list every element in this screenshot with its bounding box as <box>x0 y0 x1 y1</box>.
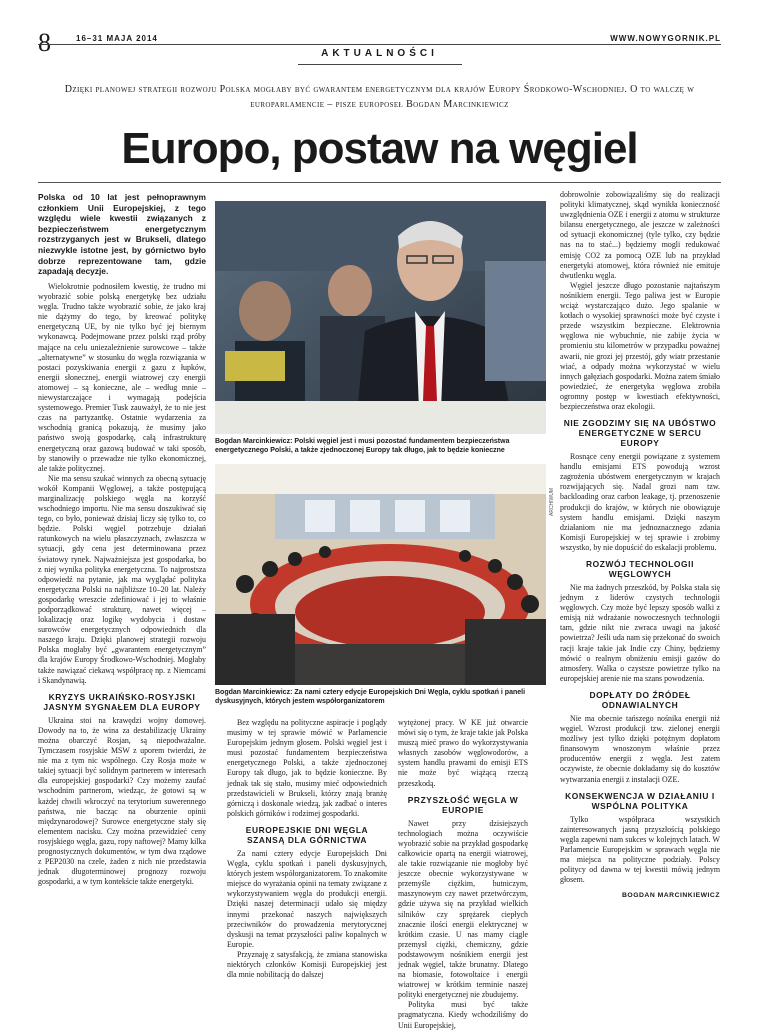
column-2 <box>227 718 387 980</box>
paragraph: Tylko współpraca wszystkich zainteresowanych jasną przyszłością polskiego węgla zapewni nam sukces w kolejnych latach. W Parlamencie Europejskim w sprawach węgla nie ma miejsca na polityczne podziały. Polscy politycy od dawna w tej kwestii mówią jednym głosem. <box>560 814 720 885</box>
paragraph: wytężonej pracy. W KE już otwarcie mówi się o tym, że kraje takie jak Polska muszą mieć prawo do wykorzystywania własnych zasobów węglowodorów, a system handlu prawami do emisji ETS nie może być wiążącą rzeczą przeszkodą. <box>398 718 528 788</box>
paragraph: Nie ma żadnych przeszkód, by Polska stała się jednym z liderów czystych technologii węglowych. Czy może być lepszy sposób walki z emisją niż wdrażanie nowoczesnych technologii tam, gdzie nikt nie zwraca uwagi na jakość powietrza? Jeśli uda nam się przekonać do swoich racji kraje takie jak Indie czy Chiny, będziemy mówić o realnym obniżeniu emisji gazów do atmosfery. Walka o czystsze powietrze tylko na europejskiej arenie nie ma szans powodzenia. <box>560 583 720 683</box>
photo-portrait <box>215 201 546 434</box>
website-link[interactable]: WWW.NOWYGORNIK.PL <box>610 34 721 43</box>
paragraph: Polityka musi być także pragmatyczna. Kiedy wchodziliśmy do Unii Europejskiej, <box>398 1000 528 1030</box>
headline-rule <box>38 182 721 183</box>
paragraph: Nawet przy dzisiejszych technologiach można oczywiście wyobrazić sobie na przykład gospodarkę całkowicie opartą na energii wiatrowej, ale takie rozwiązanie nie mogłoby być jeszcze obecnie wykorzystywane w przemyśle ciężkim, hutniczym, maszynowym czy nawet przetwórczym, gdzie używa się na przykład wielkich silników czy sprężarek ciepłych znacznie ilości energii elektrycznej w krótkim czasie. U nas mamy ciągle przemysł ciężki, chemiczny, gdzie podstawowym nośnikiem energii jest jednak węgiel, także brunatny. Dlatego na biomasie, fotowoltaice i energii wiatrowej w krótkim terminie naszej polityki energetycznej nie zbudujemy. <box>398 818 528 1000</box>
article-intro: Polska od 10 lat jest pełnoprawnym członkiem Unii Europejskiej, z tego względu wiele kwestii związanych z bezpieczeństwem energetycznym rozstrzyganych jest w Brukseli, dlatego niezwykle istotne jest, by górnictwo było dobrze reprezentowane tam, gdzie zapadają decyzje. <box>38 192 206 277</box>
article-headline: Europo, postaw na węgiel <box>121 124 638 173</box>
paragraph: Węgiel jeszcze długo pozostanie najtańszym nośnikiem energii. Tego paliwa jest w Europie wciąż wystarczająco dużo. Jego spalanie w kotłach o wysokiej sprawności może być czyste i przede wszystkim bezpieczne. Elektrownia węglowa nie wybuchnie, nie zabije życia w promieniu stu kilometrów w przypadku poważnej awarii, nie grozi jej przestój, gdy wiatr przestanie wiać, a odpady można wykorzystać w wielu innych gałęziach gospodarki. Można zatem śmiało powiedzieć, że energetyka węglowa zrobiła ogromny postęp w kwestiach efektywności, bezpieczeństwa oraz ekologii. <box>560 280 720 411</box>
issue-date: 16–31 MAJA 2014 <box>76 34 158 43</box>
column-1 <box>38 282 206 887</box>
paragraph: Wielokrotnie podnosiłem kwestię, że trudno mi wyobrazić sobie polską energetykę bez udziału węgla. Trudno także wyobrazić sobie, że jako kraj nie dążymy do tego, by kreować politykę energetyczną UE, by nie tylko być jej biernym wykonawcą. Podejmowane przez polski rząd próby mające na celu uniezależnienie surowcowe – także „alternatywne” w stosunku do węgla rozwiązania w postaci pozyskiwania energii z gazu z łupków, energii słonecznej, energii wiatrowej czy energii atomowej – są konieczne, ale – według mnie – niewystarczające i wymagają podejścia systemowego. Premier Tusk zauważył, że to nie jest czas na partyzantkę. Ostatnie wydarzenia za wschodnią granicą pokazują, że musimy jako państwo swoją gospodarkę, całą infrastrukturę energetyczną oraz gazową budować w taki sposób, by stanowiły o przewadze nie tylko ekonomicznej, ale także politycznej. <box>38 282 206 473</box>
photo-caption: Bogdan Marcinkiewicz: Za nami cztery edycje Europejskich Dni Węgla, cyklu spotkań i paneli dyskusyjnych, których jestem współorganizatorem <box>215 689 526 705</box>
header-rule <box>38 44 721 45</box>
paragraph: Ukraina stoi na krawędzi wojny domowej. Dowody na to, że wina za destabilizację Ukrainy można obarczyć Rosjan, są niepodważalne. Tymczasem rosyjskie MSW z uporem twierdzi, że nie ma z tym nic wspólnego. Czy Rosja może w takiej sytuacji być solidnym partnerem w interesach dla europejskiej gospodarki? Czy możemy zaufać wschodnim partnerom, wiedząc, że gotowi są w każdej chwili wkroczyć na terytorium suwerennego państwa, nie bacząc na oburzenie opinii międzynarodowej? Surowce energetyczne stały się elementem nacisku. Czy można przewidzieć ceny rosyjskiego węgla, gazu, ropy naftowej? Mamy kilka prognostycznych dokumentów, w tym dwa rządowe z PEP2030 na czele, żaden z nich nie przedstawia jednak długoterminowej prognozy rozwoju gospodarki, a w tym kontekście także energetyki. <box>38 715 206 887</box>
paragraph: Rosnące ceny energii powiązane z systemem handlu emisjami ETS powodują wzrost zagrożenia ubóstwem energetycznym w krajach rozwijających się. Nadal grozi nam tzw. backloading oraz carbon leakage, tj. przenoszenie produkcji do krajów, w których nie obowiązuje system handlu emisjami. Dzięki naszym działaniom nie ma jednoznacznego zdania Komisji Europejskiej w tej sprawie i zrobimy wszystko, by nie dopuścić do eskalacji problemu. <box>560 452 720 552</box>
photo-credit: ARCHIWUM <box>549 487 555 516</box>
paragraph: Przyznaję z satysfakcją, że zmiana stanowiska niektórych członków Komisji Europejskiej jest dla mnie nobilitacją do dalszej <box>227 949 387 980</box>
subheading: KRYZYS UKRAIŃSKO-ROSYJSKI JASNYM SYGNAŁEM DLA EUROPY <box>43 691 201 712</box>
subheading: PRZYSZŁOŚĆ WĘGLA W EUROPIE <box>407 794 519 815</box>
photo-conference <box>215 464 546 685</box>
section-title: AKTUALNOŚCI <box>321 48 438 59</box>
subheading: NIE ZGODZIMY SIĘ NA UBÓSTWO ENERGETYCZNE W SERCU EUROPY <box>563 418 717 449</box>
photo-caption: Bogdan Marcinkiewicz: Polski węgiel jest i musi pozostać fundamentem bezpieczeństwa energetycznego Polski, a także zjednoczonej Europy tak długo, jak to będzie konieczne <box>215 438 510 454</box>
article-lead: Dzięki planowej strategii rozwoju Polska mogłaby być gwarantem energetycznym dla krajów Europy Środkowo-Wschodniej. O to walczę w europarlamencie – pisze europoseł Bogdan Marcinkiewicz <box>64 84 695 110</box>
subheading: EUROPEJSKIE DNI WĘGLA SZANSĄ DLA GÓRNICTWA <box>245 824 369 845</box>
paragraph: Nie ma sensu szukać winnych za obecną sytuację wokół Kompanii Węglowej, a także postępującą marginalizację polskiego węgla na korzyść wschodniego importu. Nie ma sensu doszukiwać się tego, co było, ponieważ dzisiaj liczy się tylko to, co będzie. Polski węgiel potrzebuje działań ratunkowych na wielu płaszczyznach, zwłaszcza w sytuacji, gdy cena jest determinowana przez światowy rynek. Najważniejsza jest gospodarka, bo z niej wynika polityka energetyczna. To najprostsza odpowiedź na pytanie, jak ma wyglądać polityka energetyczna Polski na najbliższe 10–20 lat. Należy gospodarkę wreszcie zdefiniować i jej to właśnie podporządkować strukturę, nawet więcej – lokalizację oraz logikę wydobycia i dostaw surowców energetycznych odpowiednich dla naszego kraju. Dzięki planowej strategii rozwoju Polska mogłaby być „gwarantem energetycznym” dla krajów Europy Środkowo-Wschodniej. Mogłaby także nawiązać ciekawą współpracę np. z Niemcami i Skandynawią. <box>38 473 206 685</box>
subheading: KONSEKWENCJA W DZIAŁANIU I WSPÓLNA POLITYKA <box>565 790 715 811</box>
portrait-illustration <box>215 201 546 434</box>
paragraph: Nie ma obecnie tańszego nośnika energii niż węgiel. Wzrost produkcji tzw. zielonej energii możliwy jest tylko dzięki potężnym dopłatom finansowym wnoszonym właśnie przez producentów energii z węgla. Jest zatem oczywiste, że obecnie dokładamy się do kosztów wytwarzania energii z instalacji OZE. <box>560 713 720 784</box>
conference-illustration <box>215 464 546 685</box>
subheading: DOPŁATY DO ŹRÓDEŁ ODNAWIALNYCH <box>589 689 691 710</box>
paragraph: Bez względu na polityczne aspiracje i poglądy musimy w tej sprawie mówić w Parlamencie Europejskim jednym głosem. Polski węgiel jest i musi pozostać fundamentem bezpieczeństwa energetycznego Polski, a także zjednoczonej Europy tak długo, jak to będzie konieczne. By jednak tak się stało, musimy mieć odpowiednich przedstawicieli w Brukseli, którzy znają branżę górniczą i doskonale wiedzą, jak zadbać o interes polskich górników i rodzimej gospodarki. <box>227 718 387 818</box>
column-3 <box>398 718 528 1031</box>
paragraph: Za nami cztery edycje Europejskich Dni Węgla, cyklu spotkań i paneli dyskusyjnych, których jestem współorganizatorem. To znakomite miejsce do wyrażania opinii na tematy związane z wykorzystywaniem węgla do produkcji energii. Dzięki naszej determinacji udało się między innymi przekonać naszych największych przeciwników do prowadzenia merytorycznej dyskusji na temat przyszłości paliw kopalnych w Europie. <box>227 848 387 949</box>
author-signature: BOGDAN MARCINKIEWICZ <box>622 892 720 900</box>
page-number: 8 <box>38 28 51 57</box>
column-4 <box>560 190 720 901</box>
paragraph: dobrowolnie zobowiązaliśmy się do realizacji polityki klimatycznej, skąd wynikła konieczność uwzględnienia OZE i energii z atomu w strukturze bilansu energetycznego, ale jeszcze w zależności od sytuacji ekonomicznej (tyle tylko, czy będzie nas na to stać...) będziemy mogli redukować emisję CO2 za pomocą OZE lub na przykład energetyki atomowej, która również nie emituje dwutlenku węgla. <box>560 190 720 280</box>
section-rule <box>298 64 462 65</box>
subheading: ROZWÓJ TECHNOLOGII WĘGLOWYCH <box>585 559 695 579</box>
